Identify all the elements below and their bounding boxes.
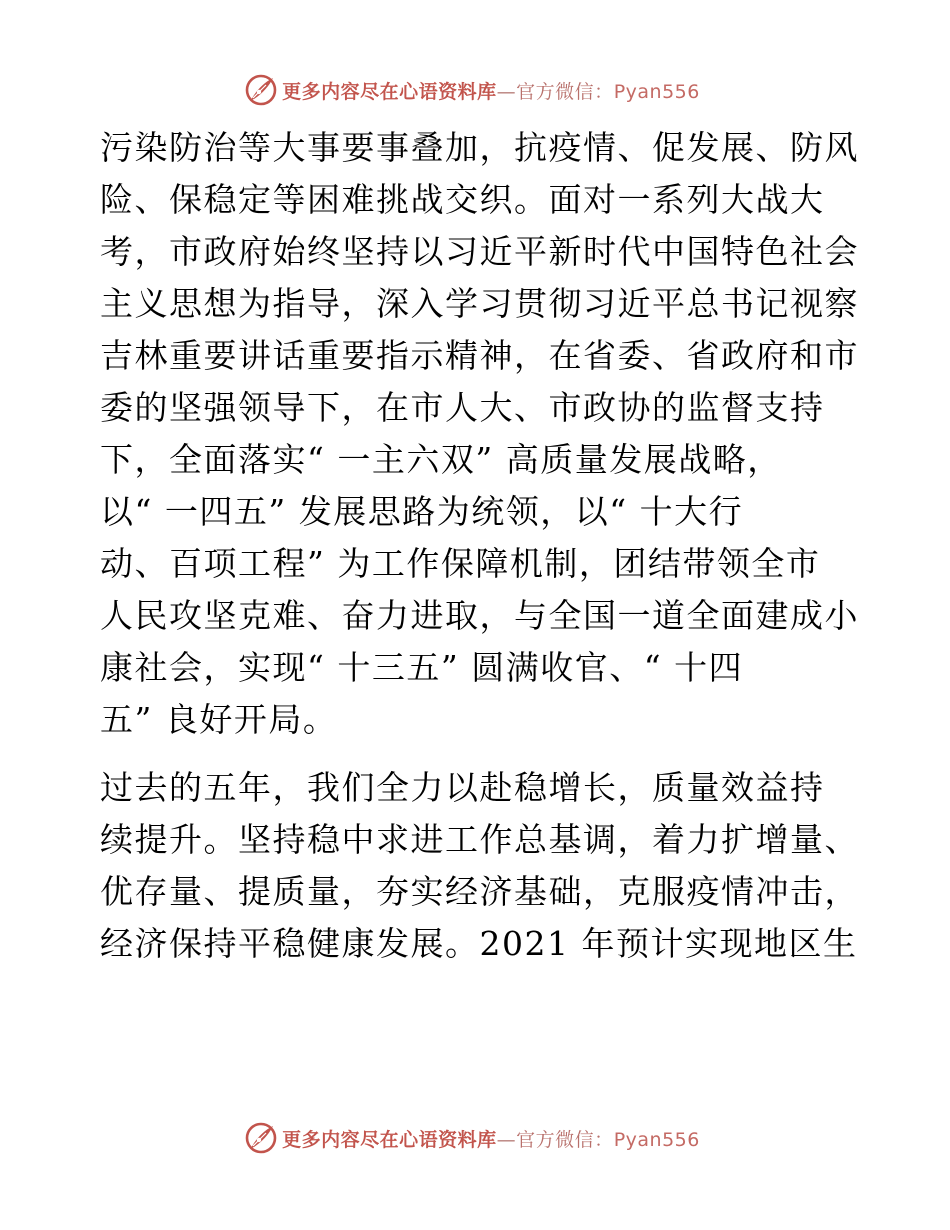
- watermark-wechat-id: Pyan556: [613, 1128, 700, 1151]
- text-line: 污染防治等大事要事叠加，抗疫情、促发展、防风: [100, 128, 859, 167]
- paragraph-2: [100, 762, 860, 970]
- text-line: 吉林重要讲话重要指示精神，在省委、省政府和市: [100, 336, 859, 375]
- document-body: [100, 122, 860, 970]
- text-line: 考，市政府始终坚持以习近平新时代中国特色社会: [100, 232, 859, 271]
- watermark-wechat-label: 官方微信：: [516, 80, 614, 103]
- text-line: 主义思想为指导，深入学习贯彻习近平总书记视察: [100, 284, 859, 323]
- watermark-dash: —: [496, 80, 517, 103]
- feather-pen-logo-icon: [244, 1121, 278, 1155]
- footer-watermark: [244, 1121, 700, 1155]
- text-line: 以“ 一四五” 发展思路为统领，以“ 十大行: [100, 492, 744, 531]
- watermark-slogan: 更多内容尽在心语资料库: [282, 80, 497, 103]
- text-line: 委的坚强领导下，在市人大、市政协的监督支持: [100, 388, 825, 427]
- text-line: 人民攻坚克难、奋力进取，与全国一道全面建成小: [100, 596, 859, 635]
- paragraph-spacer: [100, 746, 860, 762]
- text-line: 下，全面落实“ 一主六双” 高质量发展战略，: [100, 440, 782, 479]
- watermark-wechat-label: 官方微信：: [516, 1128, 614, 1151]
- feather-pen-logo-icon: [244, 73, 278, 107]
- text-line: 康社会，实现“ 十三五” 圆满收官、“ 十四: [100, 648, 744, 687]
- watermark-dash: —: [496, 1128, 517, 1151]
- text-line: 动、百项工程” 为工作保障机制，团结带领全市: [100, 544, 821, 583]
- header-watermark-banner: [0, 70, 950, 110]
- watermark-wechat-id: Pyan556: [613, 80, 700, 103]
- paragraph-1: [100, 122, 860, 746]
- text-line: 经济保持平稳健康发展。2021 年预计实现地区生: [100, 924, 858, 963]
- text-line: 优存量、提质量，夯实经济基础，克服疫情冲击，: [100, 872, 859, 911]
- text-line: 续提升。坚持稳中求进工作总基调，着力扩增量、: [100, 820, 859, 859]
- watermark-text: [282, 77, 700, 104]
- watermark-slogan: 更多内容尽在心语资料库: [282, 1128, 497, 1151]
- watermark-text: [282, 1125, 700, 1152]
- text-line: 险、保稳定等困难挑战交织。面对一系列大战大: [100, 180, 825, 219]
- footer-watermark-banner: [0, 1118, 950, 1158]
- text-line: 过去的五年，我们全力以赴稳增长，质量效益持: [100, 768, 825, 807]
- text-line: 五” 良好开局。: [100, 700, 338, 739]
- header-watermark: [244, 73, 700, 107]
